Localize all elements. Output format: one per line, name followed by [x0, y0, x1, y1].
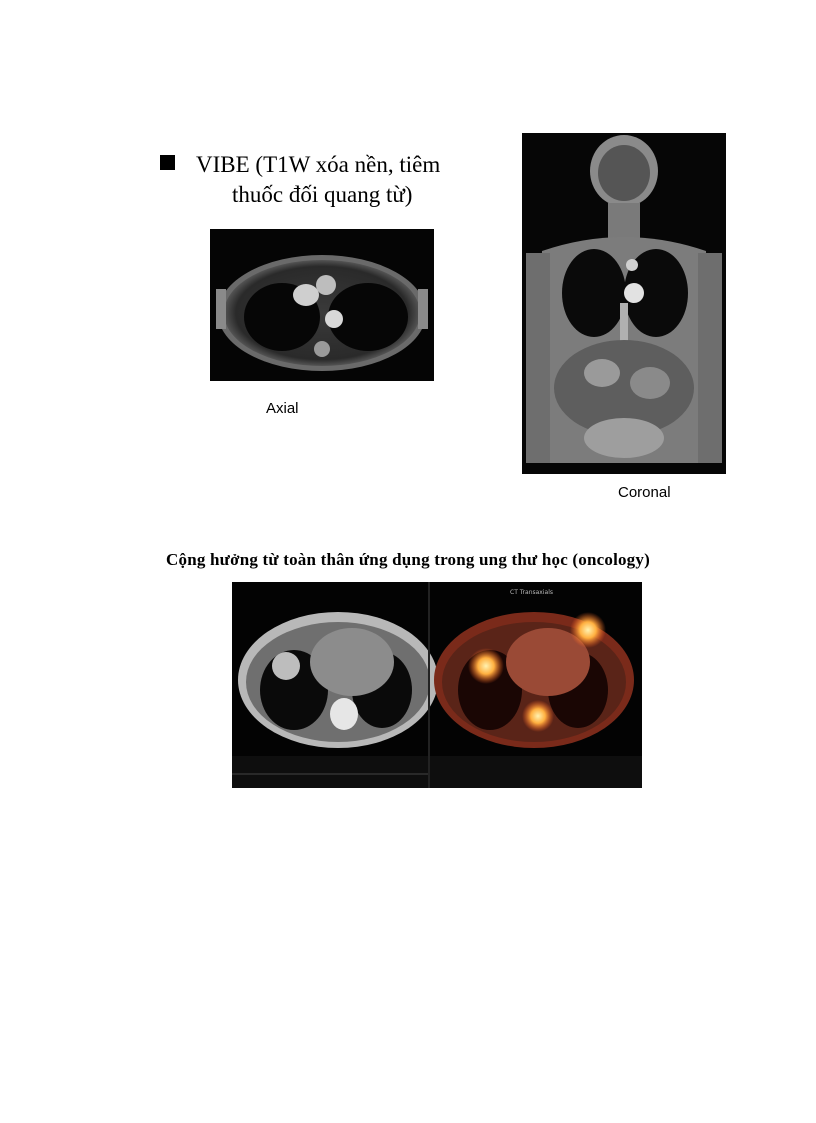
heading-line-1: VIBE (T1W xóa nền, tiêm	[196, 152, 441, 177]
subtitle: Cộng hưởng từ toàn thân ứng dụng trong ung thư học (oncology)	[166, 550, 650, 569]
axial-mri-image	[210, 229, 434, 381]
ct-pet-image	[232, 582, 642, 788]
coronal-caption: Coronal	[618, 484, 671, 501]
pet-label: CT Transaxials	[510, 589, 553, 596]
section-heading	[196, 150, 496, 210]
bullet-square-icon	[160, 155, 175, 170]
heading-line-2: thuốc đối quang từ)	[232, 182, 413, 207]
coronal-mri-image	[522, 133, 726, 474]
axial-caption: Axial	[266, 400, 299, 417]
